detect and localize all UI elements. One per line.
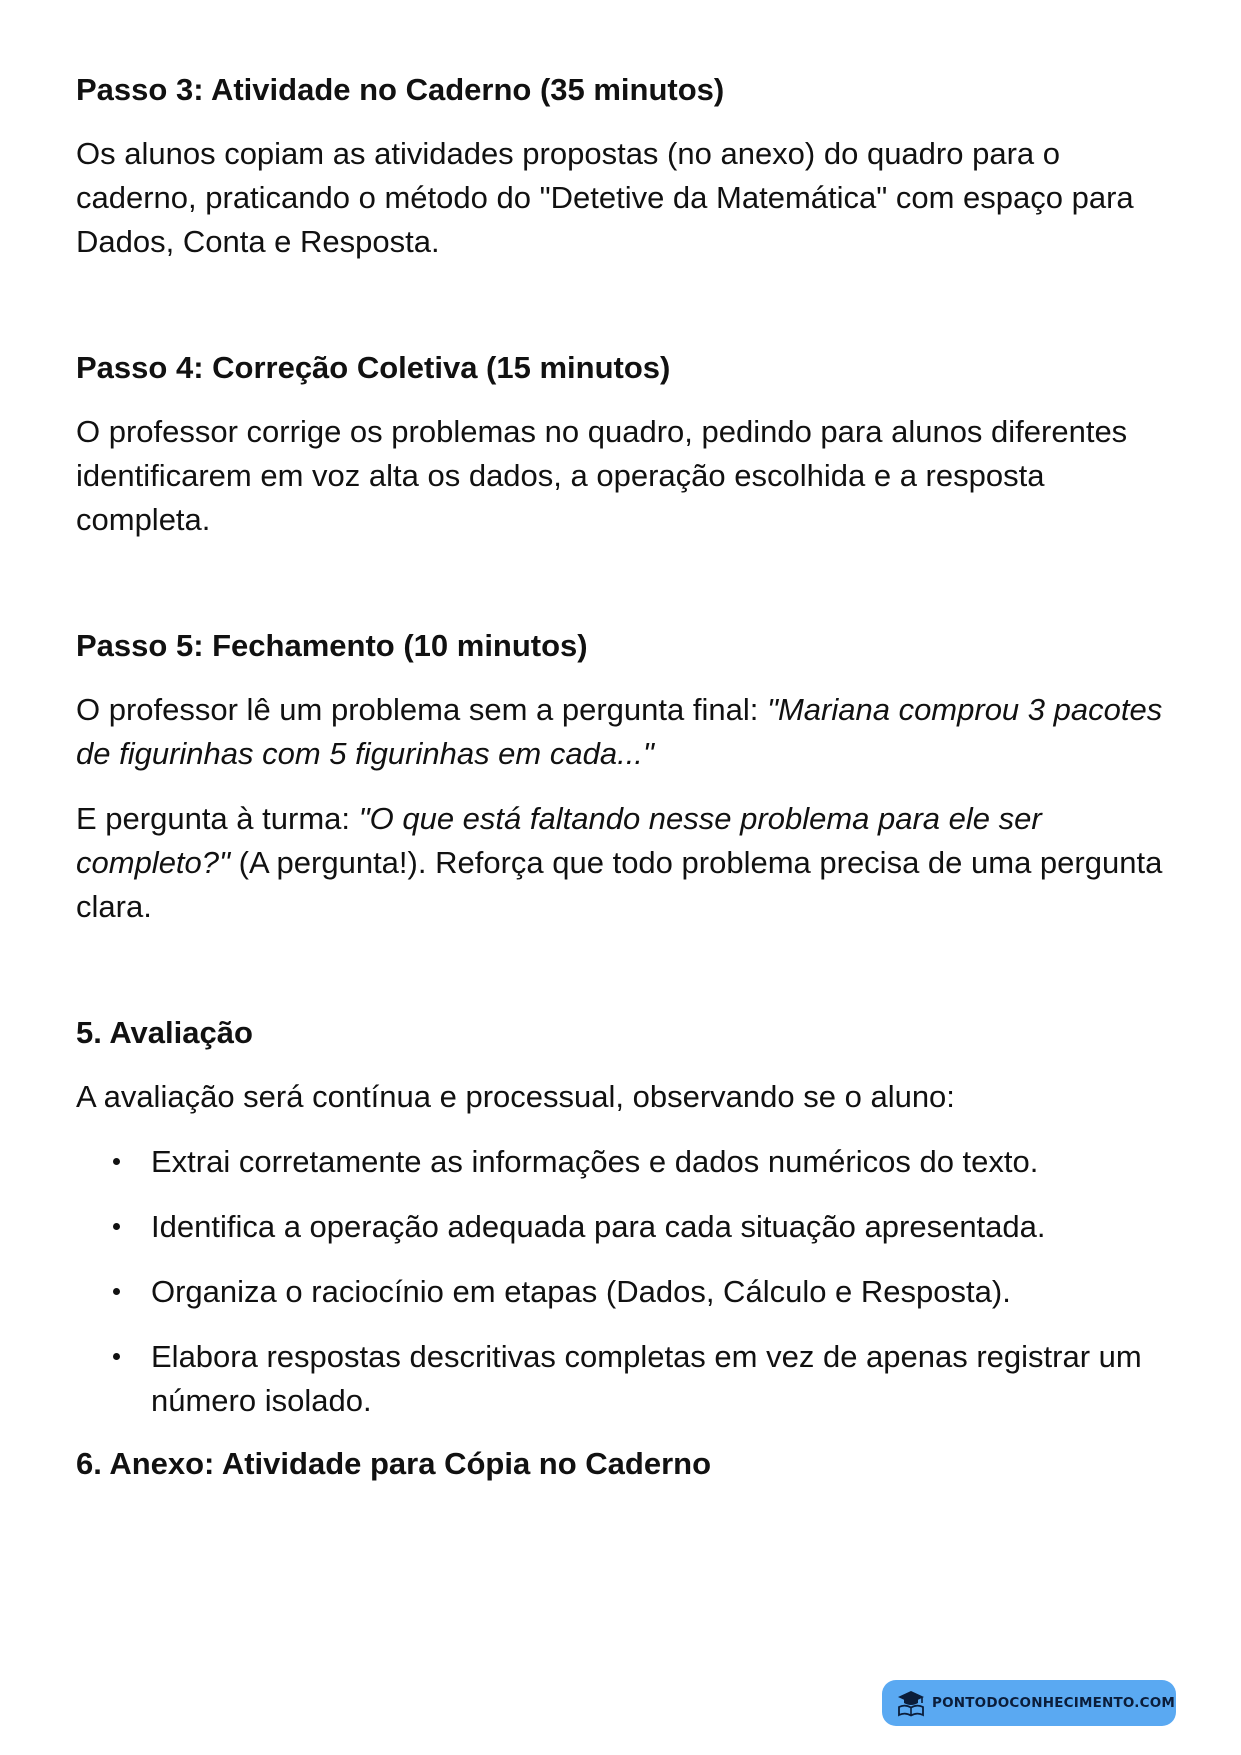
spacer (76, 929, 1176, 1013)
badge-label: PONTODOCONHECIMENTO.COM (932, 1695, 1176, 1711)
list-item (76, 1140, 1176, 1184)
step5-p2-quote: "O que está faltando nesse problema para ele ser completo?" (76, 801, 1042, 880)
graduation-book-icon (896, 1688, 926, 1718)
evaluation-list (76, 1140, 1176, 1423)
evaluation-heading: 5. Avaliação (76, 1015, 253, 1050)
list-item (76, 1270, 1176, 1314)
list-item (76, 1335, 1176, 1423)
bullet-icon (113, 1158, 120, 1165)
spacer (76, 542, 1176, 626)
step5-p1-quote: "Mariana comprou 3 pacotes de figurinhas com 5 figurinhas em cada..." (76, 692, 1163, 771)
annex-heading: 6. Anexo: Atividade para Cópia no Caderno (76, 1446, 712, 1481)
bullet-icon (113, 1223, 120, 1230)
bullet-icon (113, 1353, 120, 1360)
list-item-text: Organiza o raciocínio em etapas (Dados, Cálculo e Resposta). (151, 1274, 1011, 1309)
list-item (76, 1205, 1176, 1249)
site-badge[interactable] (882, 1680, 1176, 1726)
step5-p1-lead: O professor lê um problema sem a pergunta final: (76, 692, 767, 727)
step5-paragraph-1 (76, 688, 1176, 776)
step5-heading: Passo 5: Fechamento (10 minutos) (76, 628, 588, 663)
list-item-text: Elabora respostas descritivas completas em vez de apenas registrar um número isolado. (151, 1339, 1142, 1418)
step4-text: O professor corrige os problemas no quadro, pedindo para alunos diferentes identificarem em voz alta os dados, a operação escolhida e a resposta completa. (76, 414, 1128, 537)
step5-p2-lead: E pergunta à turma: (76, 801, 359, 836)
step4-heading: Passo 4: Correção Coletiva (15 minutos) (76, 350, 671, 385)
step3-heading: Passo 3: Atividade no Caderno (35 minutos) (76, 72, 725, 107)
step3-text: Os alunos copiam as atividades propostas (no anexo) do quadro para o caderno, praticando o método do "Detetive da Matemática" com espaço para Dados, Conta e Resposta. (76, 136, 1134, 259)
bullet-icon (113, 1288, 120, 1295)
document-page (76, 70, 1176, 1506)
spacer (76, 264, 1176, 348)
list-item-text: Extrai corretamente as informações e dados numéricos do texto. (151, 1144, 1039, 1179)
list-item-text: Identifica a operação adequada para cada situação apresentada. (151, 1209, 1046, 1244)
step5-p2-tail: (A pergunta!). Reforça que todo problema precisa de uma pergunta clara. (76, 845, 1163, 924)
evaluation-intro: A avaliação será contínua e processual, observando se o aluno: (76, 1079, 955, 1114)
step5-paragraph-2 (76, 797, 1176, 929)
